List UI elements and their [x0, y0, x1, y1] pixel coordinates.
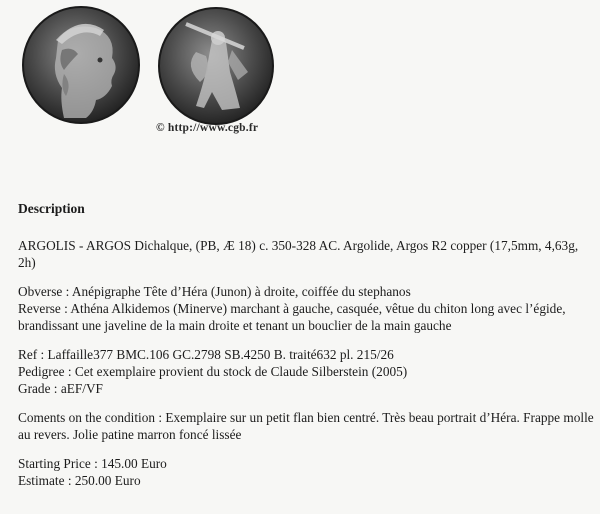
ref-text: Ref : Laffaille377 BMC.106 GC.2798 SB.4250 B. traité632 pl. 215/26	[18, 347, 394, 362]
reverse-coin	[159, 8, 273, 124]
grade-text: Grade : aEF/VF	[18, 381, 103, 396]
estimate-text: Estimate : 250.00 Euro	[18, 473, 141, 488]
reverse-text: Reverse : Athéna Alkidemos (Minerve) marchant à gauche, casquée, vêtue du chiton long avec l’égide, brandissant une javeline de la main droite et tenant un bouclier de la main gauche	[18, 301, 566, 333]
pricing-block	[18, 455, 596, 489]
pedigree-text: Pedigree : Cet exemplaire provient du stock de Claude Silberstein (2005)	[18, 364, 408, 379]
description-line: ARGOLIS - ARGOS Dichalque, (PB, Æ 18) c. 350-328 AC. Argolide, Argos R2 copper (17,5mm, 4,63g, 2h)	[18, 238, 579, 270]
comments-block	[18, 409, 596, 443]
description-text	[18, 237, 596, 271]
obverse-coin	[23, 7, 139, 123]
image-credit: © http://www.cgb.fr	[156, 122, 259, 134]
coin-images	[0, 0, 600, 140]
comments-text: Coments on the condition : Exemplaire sur un petit flan bien centré. Très beau portrait d’Héra. Frappe molle au revers. Jolie patine marron foncé lissée	[18, 410, 594, 442]
starting-price-text: Starting Price : 145.00 Euro	[18, 456, 167, 471]
description-section	[18, 200, 596, 501]
section-heading: Description	[18, 201, 85, 216]
obverse-text: Obverse : Anépigraphe Tête d’Héra (Junon) à droite, coiffée du stephanos	[18, 284, 411, 299]
reference-block	[18, 346, 596, 397]
obverse-reverse-block	[18, 283, 596, 334]
